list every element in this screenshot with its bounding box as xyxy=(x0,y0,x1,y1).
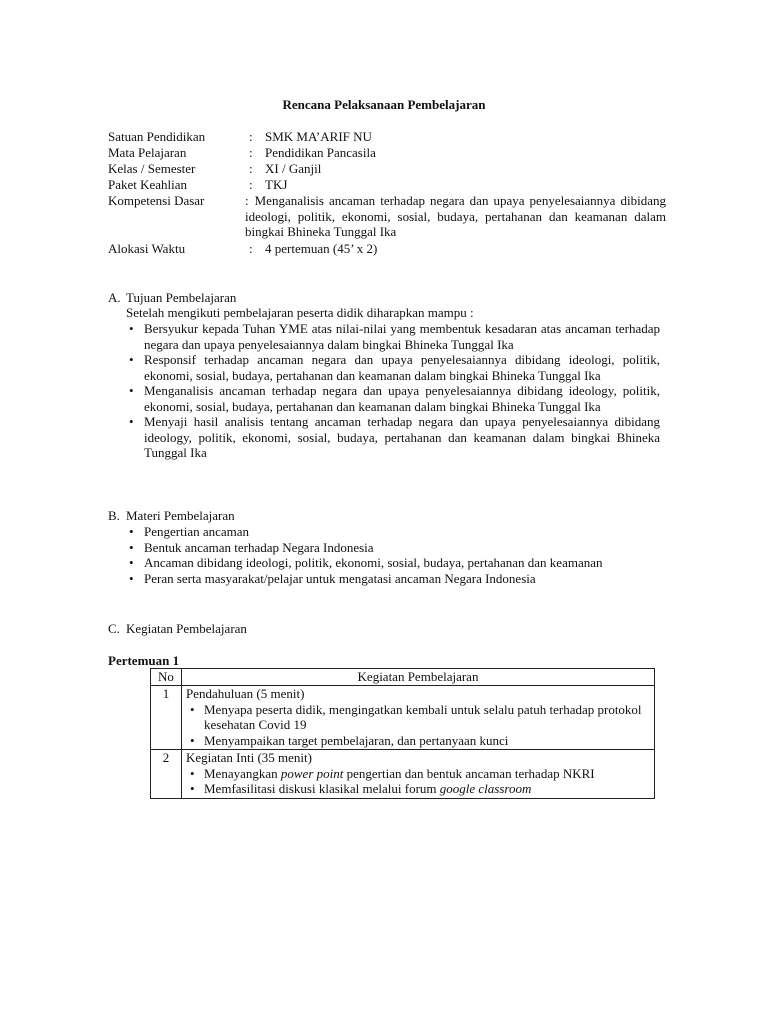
kompetensi-text: Menganalisis ancaman terhadap negara dan upaya penyelesaiannya dibidang ideologi, politik, ekonomi, sosial, budaya, pertahanan dan keamanan dalam bingkai Bhineka Tunggal Ika xyxy=(245,193,666,239)
bullet-icon: • xyxy=(129,321,134,336)
table-cell-activity xyxy=(182,686,655,750)
bullet-icon: • xyxy=(129,352,134,367)
identity-label-paket: Paket Keahlian xyxy=(108,177,188,192)
list-item-text: Peran serta masyarakat/pelajar untuk mengatasi ancaman Negara Indonesia xyxy=(144,570,536,586)
list-item xyxy=(126,540,666,556)
identity-colon: : xyxy=(249,241,253,256)
list-item-text: Menyaji hasil analisis tentang ancaman terhadap negara dan upaya penyelesaiannya dibidang ideology, politik, ekonomi, sosial, budaya, pertahanan dan keamanan dalam bingkai Bhineka Tunggal Ika xyxy=(144,414,660,460)
list-item xyxy=(186,781,650,797)
bullet-icon: • xyxy=(190,781,195,796)
identity-colon: : xyxy=(245,193,249,208)
identity-value-kelas: XI / Ganjil xyxy=(265,161,322,176)
table-header-activity: Kegiatan Pembelajaran xyxy=(182,669,655,686)
list-item xyxy=(126,321,660,352)
identity-colon: : xyxy=(249,129,253,144)
activity-text: pengertian dan bentuk ancaman terhadap NKRI xyxy=(343,765,595,781)
bullet-icon: • xyxy=(129,555,134,570)
identity-value-kompetensi xyxy=(245,193,666,240)
identity-colon: : xyxy=(249,177,253,192)
identity-label-kompetensi: Kompetensi Dasar xyxy=(108,193,205,208)
table-cell-no: 2 xyxy=(151,750,182,799)
table-header-row xyxy=(151,669,655,686)
list-item xyxy=(126,383,660,414)
identity-value-paket: TKJ xyxy=(265,177,288,192)
activity-text: Menyampaikan target pembelajaran, dan pertanyaan kunci xyxy=(204,732,509,748)
list-item xyxy=(126,571,666,587)
list-item xyxy=(126,352,660,383)
materi-list xyxy=(126,524,666,586)
bullet-icon: • xyxy=(190,732,195,748)
identity-value-alokasi: 4 pertemuan (45’ x 2) xyxy=(265,241,378,256)
table-header-no: No xyxy=(151,669,182,686)
list-item-text: Responsif terhadap ancaman negara dan upaya penyelesaiannya dibidang ideologi, politik, ekonomi, sosial, budaya, pertahanan dan keamanan dalam bingkai Bhineka Tunggal Ika xyxy=(144,352,660,383)
list-item xyxy=(126,524,666,540)
section-b-title: Materi Pembelajaran xyxy=(126,508,235,523)
identity-colon: : xyxy=(249,145,253,160)
activity-emphasis: google classroom xyxy=(439,781,532,796)
list-item xyxy=(186,733,650,749)
list-item xyxy=(186,702,650,733)
activity-text: Menyapa peserta didik, mengingatkan kembali untuk selalu patuh terhadap protokol kesehatan Covid 19 xyxy=(204,701,642,732)
section-c-title: Kegiatan Pembelajaran xyxy=(126,621,247,636)
table-row xyxy=(151,686,655,750)
list-item-text: Menganalisis ancaman terhadap negara dan upaya penyelesaiannya dibidang ideology, politik, ekonomi, sosial, budaya, pertahanan dan keamanan dalam bingkai Bhineka Tunggal Ika xyxy=(144,383,660,414)
bullet-icon: • xyxy=(129,570,134,586)
list-item-text: Bentuk ancaman terhadap Negara Indonesia xyxy=(144,539,374,555)
identity-label-mapel: Mata Pelajaran xyxy=(108,145,187,160)
list-item xyxy=(186,766,650,782)
activity-emphasis: power point xyxy=(280,765,344,781)
section-a-title: Tujuan Pembelajaran xyxy=(126,290,237,305)
identity-label-kelas: Kelas / Semester xyxy=(108,161,196,176)
pertemuan-heading: Pertemuan 1 xyxy=(108,653,180,668)
section-a-letter: A. xyxy=(108,290,121,305)
section-c-letter: C. xyxy=(108,621,120,636)
identity-value-satuan: SMK MA’ARIF NU xyxy=(265,129,372,144)
identity-colon: : xyxy=(249,161,253,176)
activity-list xyxy=(186,702,650,749)
tujuan-list xyxy=(126,321,660,461)
bullet-icon: • xyxy=(129,414,134,429)
list-item xyxy=(126,555,666,571)
identity-value-mapel: Pendidikan Pancasila xyxy=(265,145,376,160)
bullet-icon: • xyxy=(129,524,134,539)
list-item-text: Bersyukur kepada Tuhan YME atas nilai-nilai yang membentuk kesadaran atas ancaman terhadap negara dan upaya penyelesaiannya dalam bingkai Bhineka Tunggal Ika xyxy=(144,321,660,352)
list-item-text: Pengertian ancaman xyxy=(144,524,250,539)
activity-phase: Pendahuluan (5 menit) xyxy=(186,686,305,701)
bullet-icon: • xyxy=(190,765,195,781)
activity-list xyxy=(186,766,650,797)
activity-text: Memfasilitasi diskusi klasikal melalui forum xyxy=(204,781,440,796)
table-row xyxy=(151,750,655,799)
section-a-intro: Setelah mengikuti pembelajaran peserta didik diharapkan mampu : xyxy=(126,305,474,320)
activity-phase: Kegiatan Inti (35 menit) xyxy=(186,750,312,765)
bullet-icon: • xyxy=(129,539,134,555)
activity-text: Menayangkan xyxy=(204,765,281,781)
bullet-icon: • xyxy=(129,383,134,398)
identity-label-alokasi: Alokasi Waktu xyxy=(108,241,186,256)
list-item xyxy=(126,414,660,461)
list-item-text: Ancaman dibidang ideologi, politik, ekonomi, sosial, budaya, pertahanan dan keamanan xyxy=(144,555,603,570)
section-b-letter: B. xyxy=(108,508,120,523)
identity-label-satuan: Satuan Pendidikan xyxy=(108,129,206,144)
table-cell-activity xyxy=(182,750,655,799)
bullet-icon: • xyxy=(190,701,195,717)
kegiatan-table xyxy=(150,668,655,799)
document-title: Rencana Pelaksanaan Pembelajaran xyxy=(282,97,486,112)
table-cell-no: 1 xyxy=(151,686,182,750)
